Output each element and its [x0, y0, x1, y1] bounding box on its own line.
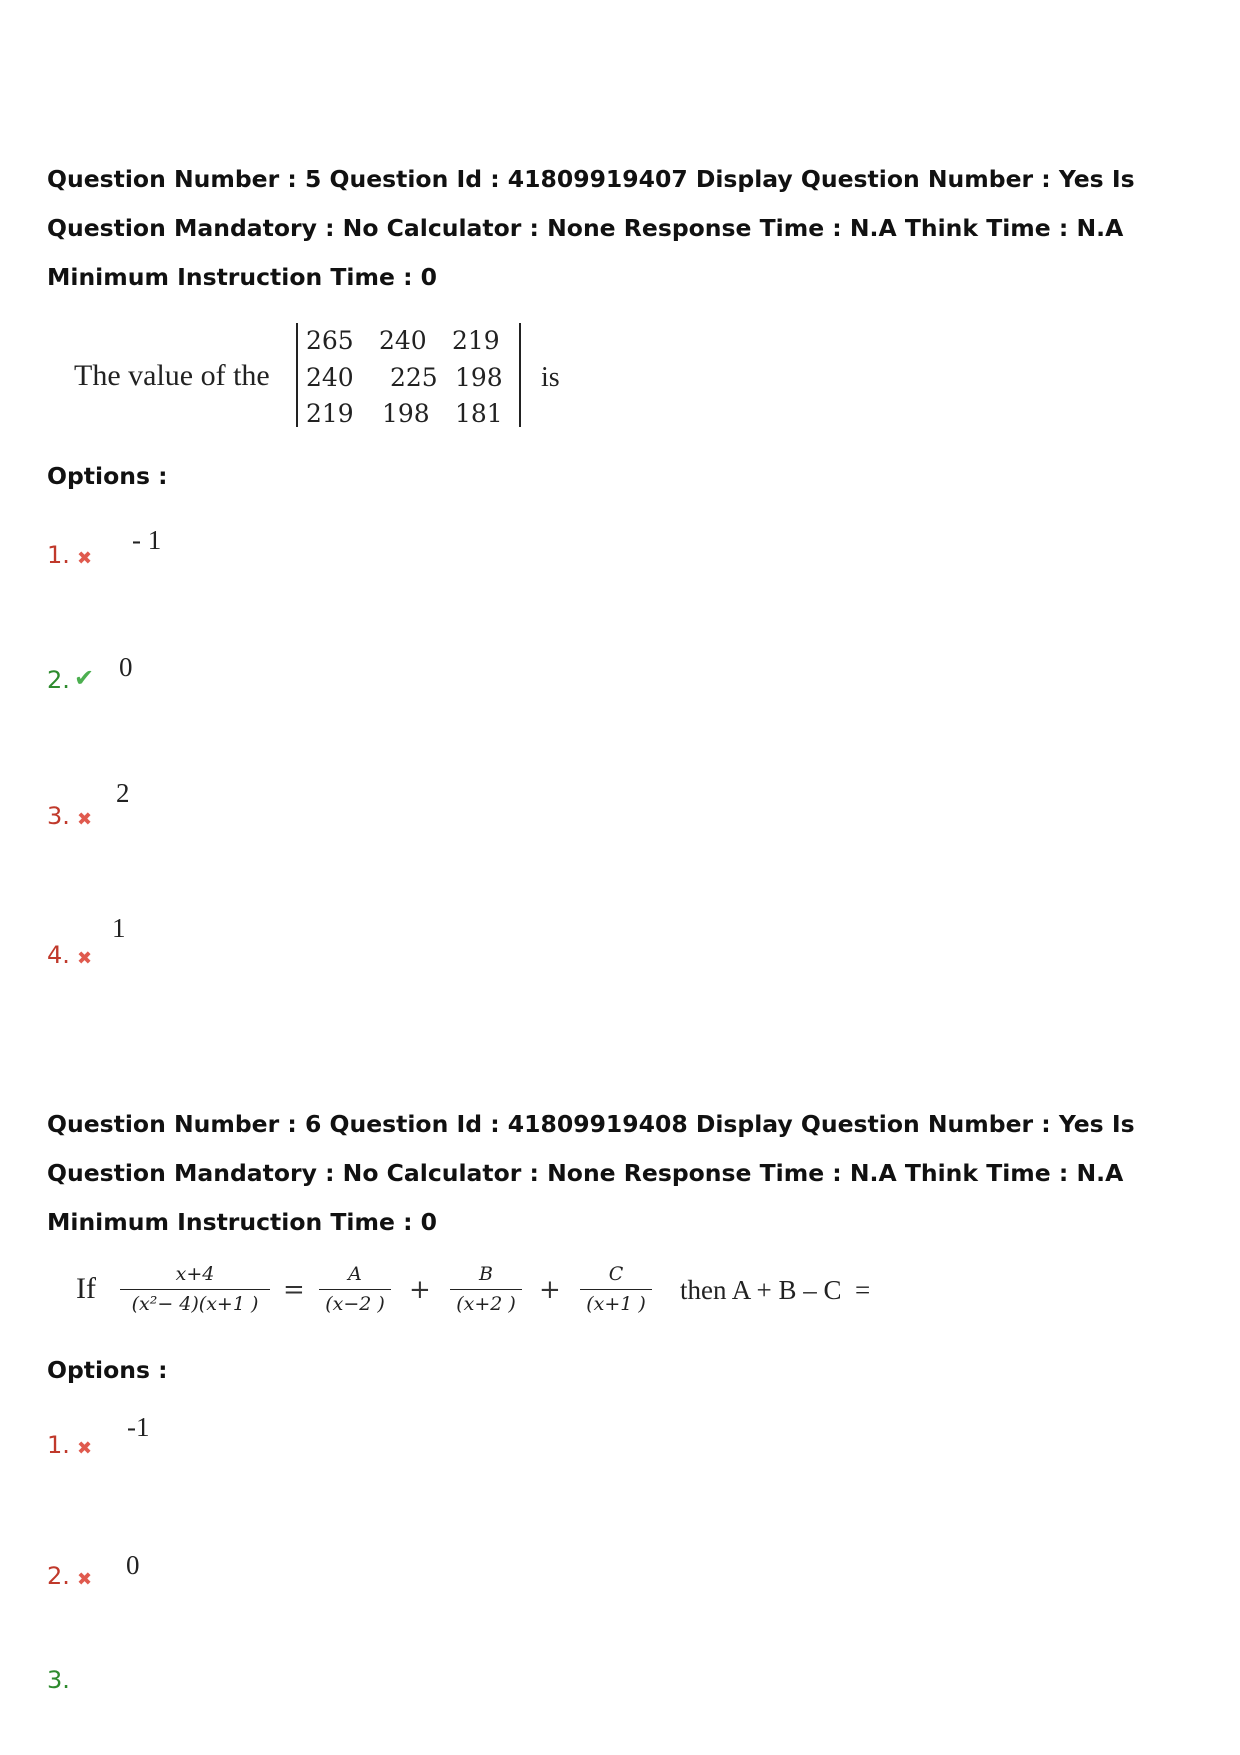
matrix-cell: 219: [306, 399, 354, 428]
cross-icon: ✖: [77, 809, 93, 830]
determinant: [296, 323, 521, 427]
term-fraction: [319, 1262, 391, 1317]
option-value: -1: [127, 1412, 150, 1442]
matrix-cell: 225: [390, 363, 438, 392]
fraction-numerator: A: [319, 1262, 391, 1290]
stem-suffix: then A + B – C =: [680, 1275, 871, 1305]
term-fraction: [580, 1262, 652, 1317]
matrix-cell: 219: [452, 326, 500, 355]
option-number: 3.: [47, 802, 70, 830]
option-value: 2: [116, 778, 130, 808]
option-number: 4.: [47, 941, 70, 969]
option-value: - 1: [132, 525, 162, 555]
option-value: 1: [112, 913, 126, 943]
term-fraction: [450, 1262, 522, 1317]
cross-icon: ✖: [77, 948, 93, 969]
stem-prefix: If: [76, 1272, 96, 1305]
fraction-numerator: C: [580, 1262, 652, 1290]
fraction-numerator: B: [450, 1262, 522, 1290]
matrix-cell: 265: [306, 326, 354, 355]
options-label: Options :: [47, 1356, 168, 1384]
matrix-cell: 240: [379, 326, 427, 355]
plus-sign: +: [409, 1275, 431, 1305]
question-header: Question Number : 6 Question Id : 41809919408 Display Question Number : Yes Is Question Mandatory : No Calculator : None Response Time : N.A Think Time : N.A Minimum Instruction Time : 0: [47, 1110, 1135, 1236]
option-value: 0: [119, 652, 133, 682]
fraction-denominator: (x+1 ): [586, 1293, 646, 1315]
option-number: 3.: [47, 1666, 70, 1694]
fraction-denominator: (x−2 ): [325, 1293, 385, 1315]
cross-icon: ✖: [77, 548, 93, 569]
option-number: 2.: [47, 1562, 70, 1590]
option-number: 2.: [47, 666, 70, 694]
option-value: 0: [126, 1550, 140, 1580]
fraction-denominator: (x+2 ): [456, 1293, 516, 1315]
matrix-cell: 181: [455, 399, 503, 428]
check-icon: ✔: [74, 664, 95, 692]
matrix-cell: 198: [455, 363, 503, 392]
option-number: 1.: [47, 541, 70, 569]
lhs-fraction: [120, 1262, 270, 1317]
option-number: 1.: [47, 1431, 70, 1459]
matrix-cell: 198: [382, 399, 430, 428]
fraction-numerator: x+4: [120, 1262, 270, 1290]
matrix-cell: 240: [306, 363, 354, 392]
equals-sign: =: [283, 1275, 305, 1305]
plus-sign: +: [539, 1275, 561, 1305]
options-label: Options :: [47, 462, 168, 490]
cross-icon: ✖: [77, 1438, 93, 1459]
cross-icon: ✖: [77, 1569, 93, 1590]
stem-prefix: The value of the: [74, 359, 270, 392]
question-header: Question Number : 5 Question Id : 41809919407 Display Question Number : Yes Is Question Mandatory : No Calculator : None Response Time : N.A Think Time : N.A Minimum Instruction Time : 0: [47, 165, 1135, 291]
stem-suffix: is: [541, 362, 560, 393]
fraction-denominator: (x²− 4)(x+1 ): [131, 1293, 259, 1315]
